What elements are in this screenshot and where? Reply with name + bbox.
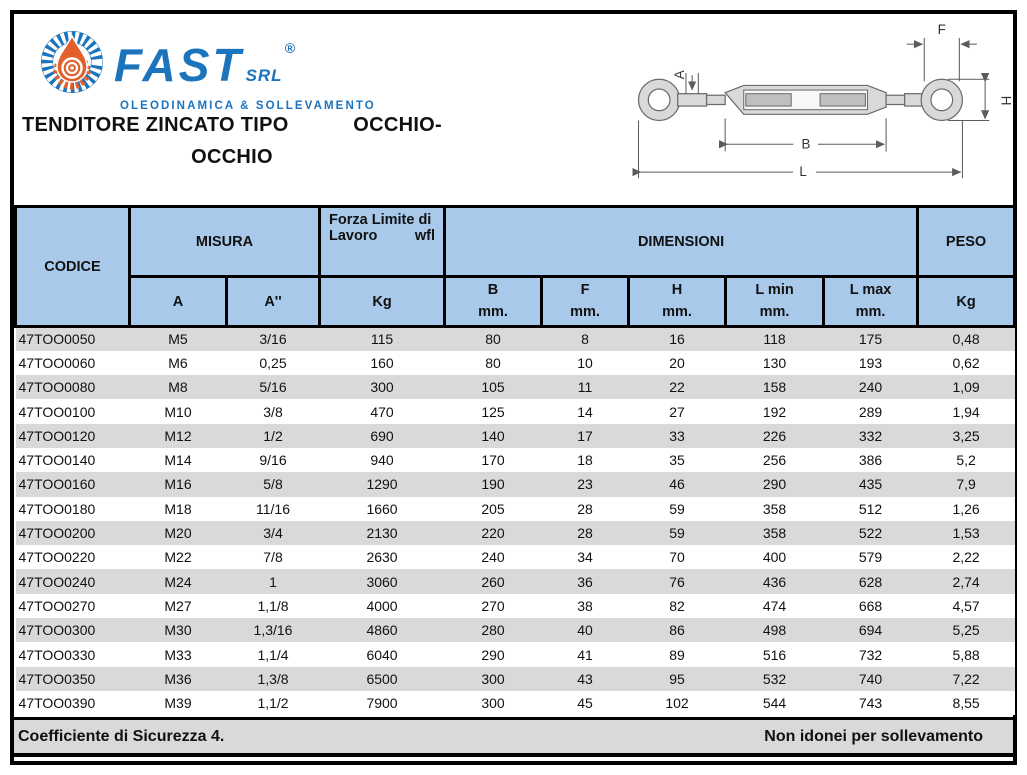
cell-b-mm: 220	[445, 521, 542, 545]
cell-l-max-mm: 522	[824, 521, 918, 545]
cell-codice: 47TOO0060	[16, 351, 130, 375]
cell-f-mm: 41	[542, 642, 629, 666]
cell-b-mm: 170	[445, 448, 542, 472]
table-row	[16, 667, 1015, 691]
cell-l-min-mm: 474	[726, 594, 824, 618]
table-row	[16, 472, 1015, 496]
cell-forza-kg: 160	[320, 351, 445, 375]
cell-codice: 47TOO0240	[16, 569, 130, 593]
cell-h-mm: 82	[629, 594, 726, 618]
cell-l-min-mm: 118	[726, 327, 824, 351]
cell-b-mm: 240	[445, 545, 542, 569]
cell-b-mm: 205	[445, 497, 542, 521]
cell-codice: 47TOO0200	[16, 521, 130, 545]
cell-l-max-mm: 743	[824, 691, 918, 715]
cell-f-mm: 45	[542, 691, 629, 715]
cell-b-mm: 190	[445, 472, 542, 496]
cell-l-min-mm: 256	[726, 448, 824, 472]
cell-l-min-mm: 498	[726, 618, 824, 642]
header-peso: PESO	[918, 207, 1015, 277]
cell-misura-a: M39	[130, 691, 227, 715]
dim-label-a: A	[671, 70, 687, 80]
cell-misura-a2: 3/4	[227, 521, 320, 545]
cell-f-mm: 28	[542, 497, 629, 521]
cell-h-mm: 70	[629, 545, 726, 569]
cell-peso-kg: 1,26	[918, 497, 1015, 521]
cell-misura-a2: 7/8	[227, 545, 320, 569]
cell-b-mm: 270	[445, 594, 542, 618]
cell-l-min-mm: 158	[726, 375, 824, 399]
table-row	[16, 594, 1015, 618]
cell-codice: 47TOO0180	[16, 497, 130, 521]
cell-f-mm: 36	[542, 569, 629, 593]
cell-b-mm: 105	[445, 375, 542, 399]
cell-forza-kg: 1290	[320, 472, 445, 496]
cell-l-max-mm: 628	[824, 569, 918, 593]
table-body	[16, 327, 1015, 716]
cell-codice: 47TOO0120	[16, 424, 130, 448]
gear-drop-logo-icon	[40, 30, 104, 94]
cell-l-max-mm: 694	[824, 618, 918, 642]
cell-misura-a: M27	[130, 594, 227, 618]
cell-l-min-mm: 192	[726, 399, 824, 423]
cell-h-mm: 27	[629, 399, 726, 423]
cell-peso-kg: 0,48	[918, 327, 1015, 351]
cell-f-mm: 23	[542, 472, 629, 496]
cell-codice: 47TOO0350	[16, 667, 130, 691]
cell-misura-a2: 3/16	[227, 327, 320, 351]
cell-misura-a: M12	[130, 424, 227, 448]
header-misura: MISURA	[130, 207, 320, 277]
cell-h-mm: 59	[629, 497, 726, 521]
cell-l-min-mm: 290	[726, 472, 824, 496]
header-forza-wfl: wfl	[414, 228, 436, 244]
table-row	[16, 521, 1015, 545]
table-row	[16, 399, 1015, 423]
cell-codice: 47TOO0220	[16, 545, 130, 569]
cell-l-max-mm: 512	[824, 497, 918, 521]
cell-forza-kg: 470	[320, 399, 445, 423]
header-peso-unit: Kg	[918, 277, 1015, 327]
product-title-line1	[22, 114, 442, 137]
cell-b-mm: 300	[445, 667, 542, 691]
footer-bar	[14, 717, 1013, 757]
cell-forza-kg: 4000	[320, 594, 445, 618]
cell-forza-kg: 7900	[320, 691, 445, 715]
cell-f-mm: 38	[542, 594, 629, 618]
brand-logo	[40, 24, 376, 112]
cell-codice: 47TOO0080	[16, 375, 130, 399]
cell-peso-kg: 0,62	[918, 351, 1015, 375]
cell-h-mm: 102	[629, 691, 726, 715]
cell-peso-kg: 8,55	[918, 691, 1015, 715]
cell-f-mm: 8	[542, 327, 629, 351]
cell-forza-kg: 4860	[320, 618, 445, 642]
header-dim-lmax: L max mm.	[824, 277, 918, 327]
cell-h-mm: 35	[629, 448, 726, 472]
page-frame	[10, 10, 1017, 765]
header-dim-f: F mm.	[542, 277, 629, 327]
cell-l-max-mm: 668	[824, 594, 918, 618]
cell-f-mm: 34	[542, 545, 629, 569]
cell-codice: 47TOO0390	[16, 691, 130, 715]
cell-forza-kg: 300	[320, 375, 445, 399]
cell-misura-a2: 11/16	[227, 497, 320, 521]
table-row	[16, 424, 1015, 448]
cell-l-max-mm: 193	[824, 351, 918, 375]
dim-label-l: L	[799, 164, 807, 180]
cell-h-mm: 89	[629, 642, 726, 666]
safety-coefficient-note: Coefficiente di Sicurezza 4.	[18, 727, 225, 745]
cell-misura-a: M6	[130, 351, 227, 375]
table-row	[16, 545, 1015, 569]
cell-codice: 47TOO0140	[16, 448, 130, 472]
cell-misura-a2: 1	[227, 569, 320, 593]
cell-codice: 47TOO0300	[16, 618, 130, 642]
cell-forza-kg: 6040	[320, 642, 445, 666]
cell-b-mm: 260	[445, 569, 542, 593]
cell-h-mm: 20	[629, 351, 726, 375]
table-row	[16, 327, 1015, 351]
cell-b-mm: 280	[445, 618, 542, 642]
header-codice: CODICE	[16, 207, 130, 327]
header-dim-b: B mm.	[445, 277, 542, 327]
cell-l-max-mm: 435	[824, 472, 918, 496]
brand-tagline: OLEODINAMICA & SOLLEVAMENTO	[120, 100, 376, 112]
cell-misura-a2: 0,25	[227, 351, 320, 375]
cell-forza-kg: 1660	[320, 497, 445, 521]
cell-l-min-mm: 436	[726, 569, 824, 593]
cell-h-mm: 33	[629, 424, 726, 448]
cell-l-min-mm: 516	[726, 642, 824, 666]
cell-forza-kg: 3060	[320, 569, 445, 593]
brand-text	[114, 24, 376, 112]
cell-l-max-mm: 332	[824, 424, 918, 448]
title-text-left: TENDITORE ZINCATO TIPO	[22, 114, 289, 136]
cell-h-mm: 46	[629, 472, 726, 496]
header-forza-lavoro: Lavoro	[329, 228, 378, 244]
cell-f-mm: 40	[542, 618, 629, 642]
cell-forza-kg: 115	[320, 327, 445, 351]
registered-mark: ®	[284, 40, 295, 56]
cell-l-min-mm: 358	[726, 521, 824, 545]
cell-forza-kg: 2130	[320, 521, 445, 545]
cell-h-mm: 59	[629, 521, 726, 545]
cell-codice: 47TOO0100	[16, 399, 130, 423]
header-forza	[320, 207, 445, 277]
cell-misura-a2: 5/8	[227, 472, 320, 496]
cell-misura-a: M16	[130, 472, 227, 496]
cell-forza-kg: 690	[320, 424, 445, 448]
cell-f-mm: 14	[542, 399, 629, 423]
cell-h-mm: 22	[629, 375, 726, 399]
table-row	[16, 691, 1015, 715]
cell-codice: 47TOO0050	[16, 327, 130, 351]
title-text-right: OCCHIO-	[353, 114, 442, 136]
header-dimensioni: DIMENSIONI	[445, 207, 918, 277]
cell-peso-kg: 1,94	[918, 399, 1015, 423]
cell-misura-a2: 1,1/8	[227, 594, 320, 618]
cell-misura-a: M36	[130, 667, 227, 691]
cell-misura-a: M33	[130, 642, 227, 666]
cell-peso-kg: 4,57	[918, 594, 1015, 618]
cell-peso-kg: 5,2	[918, 448, 1015, 472]
cell-f-mm: 10	[542, 351, 629, 375]
table-row	[16, 351, 1015, 375]
table-row	[16, 497, 1015, 521]
cell-misura-a: M10	[130, 399, 227, 423]
cell-l-min-mm: 226	[726, 424, 824, 448]
cell-misura-a2: 1,1/2	[227, 691, 320, 715]
cell-b-mm: 300	[445, 691, 542, 715]
cell-b-mm: 80	[445, 327, 542, 351]
cell-h-mm: 86	[629, 618, 726, 642]
cell-l-min-mm: 544	[726, 691, 824, 715]
cell-misura-a2: 1,1/4	[227, 642, 320, 666]
cell-forza-kg: 2630	[320, 545, 445, 569]
cell-forza-kg: 6500	[320, 667, 445, 691]
cell-b-mm: 125	[445, 399, 542, 423]
brand-name: FAST	[114, 39, 244, 91]
cell-codice: 47TOO0160	[16, 472, 130, 496]
cell-h-mm: 95	[629, 667, 726, 691]
cell-codice: 47TOO0270	[16, 594, 130, 618]
cell-l-min-mm: 400	[726, 545, 824, 569]
header-dim-h: H mm.	[629, 277, 726, 327]
cell-codice: 47TOO0330	[16, 642, 130, 666]
cell-misura-a: M20	[130, 521, 227, 545]
cell-l-min-mm: 130	[726, 351, 824, 375]
cell-peso-kg: 1,53	[918, 521, 1015, 545]
table-row	[16, 375, 1015, 399]
cell-l-min-mm: 532	[726, 667, 824, 691]
cell-misura-a2: 9/16	[227, 448, 320, 472]
cell-l-max-mm: 386	[824, 448, 918, 472]
cell-f-mm: 17	[542, 424, 629, 448]
cell-misura-a: M30	[130, 618, 227, 642]
cell-l-max-mm: 732	[824, 642, 918, 666]
cell-misura-a: M8	[130, 375, 227, 399]
table-row	[16, 448, 1015, 472]
cell-peso-kg: 7,22	[918, 667, 1015, 691]
cell-misura-a: M22	[130, 545, 227, 569]
header-misura-a2: A''	[227, 277, 320, 327]
cell-l-max-mm: 579	[824, 545, 918, 569]
header-forza-line1: Forza Limite di	[329, 212, 432, 228]
cell-l-max-mm: 240	[824, 375, 918, 399]
cell-misura-a2: 5/16	[227, 375, 320, 399]
table-row	[16, 618, 1015, 642]
table-row	[16, 569, 1015, 593]
cell-peso-kg: 7,9	[918, 472, 1015, 496]
dim-label-h: H	[998, 95, 1014, 106]
cell-peso-kg: 2,74	[918, 569, 1015, 593]
table-row	[16, 642, 1015, 666]
header-dim-lmin: L min mm.	[726, 277, 824, 327]
cell-misura-a: M14	[130, 448, 227, 472]
technical-drawing	[622, 20, 1014, 188]
cell-peso-kg: 2,22	[918, 545, 1015, 569]
cell-peso-kg: 5,88	[918, 642, 1015, 666]
cell-misura-a: M24	[130, 569, 227, 593]
cell-misura-a2: 1/2	[227, 424, 320, 448]
cell-f-mm: 28	[542, 521, 629, 545]
cell-misura-a2: 3/8	[227, 399, 320, 423]
cell-b-mm: 80	[445, 351, 542, 375]
spec-table	[14, 205, 1016, 715]
dim-label-f: F	[937, 21, 946, 37]
cell-h-mm: 16	[629, 327, 726, 351]
cell-forza-kg: 940	[320, 448, 445, 472]
cell-misura-a2: 1,3/16	[227, 618, 320, 642]
cell-peso-kg: 1,09	[918, 375, 1015, 399]
cell-l-max-mm: 175	[824, 327, 918, 351]
cell-b-mm: 140	[445, 424, 542, 448]
cell-misura-a: M18	[130, 497, 227, 521]
product-title-line2: OCCHIO	[191, 146, 273, 168]
cell-b-mm: 290	[445, 642, 542, 666]
brand-wordmark	[114, 24, 376, 100]
cell-peso-kg: 3,25	[918, 424, 1015, 448]
product-title	[22, 114, 442, 169]
cell-misura-a: M5	[130, 327, 227, 351]
cell-peso-kg: 5,25	[918, 618, 1015, 642]
cell-l-min-mm: 358	[726, 497, 824, 521]
header-misura-a: A	[130, 277, 227, 327]
cell-l-max-mm: 289	[824, 399, 918, 423]
cell-l-max-mm: 740	[824, 667, 918, 691]
cell-misura-a2: 1,3/8	[227, 667, 320, 691]
cell-f-mm: 43	[542, 667, 629, 691]
header-forza-unit: Kg	[320, 277, 445, 327]
dim-label-b: B	[801, 136, 811, 152]
brand-suffix: SRL	[245, 66, 283, 85]
cell-f-mm: 11	[542, 375, 629, 399]
lifting-warning-note: Non idonei per sollevamento	[764, 727, 983, 745]
cell-f-mm: 18	[542, 448, 629, 472]
cell-h-mm: 76	[629, 569, 726, 593]
